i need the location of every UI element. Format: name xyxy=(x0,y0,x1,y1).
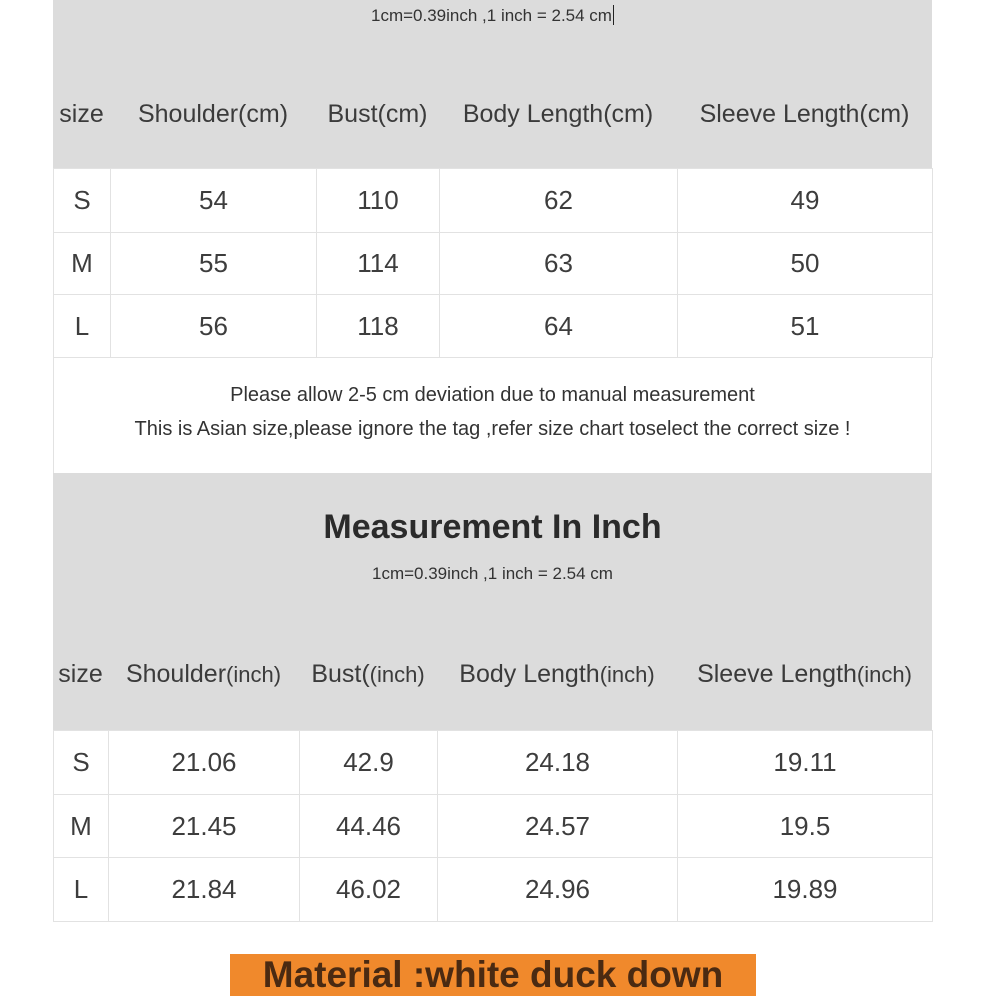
cm-table xyxy=(53,168,933,358)
cell: 55 xyxy=(111,233,317,295)
cell: M xyxy=(54,795,109,858)
cell: 118 xyxy=(317,295,440,358)
cm-header-sleeve-length: Sleeve Length(cm) xyxy=(677,88,932,140)
cell: 50 xyxy=(678,233,933,295)
cell: 21.06 xyxy=(109,731,300,795)
table-row xyxy=(54,858,933,922)
cell: 42.9 xyxy=(300,731,438,795)
table-row xyxy=(54,295,933,358)
inch-header-block xyxy=(53,473,932,730)
inch-header-body-length: Body Length(inch) xyxy=(437,649,677,699)
cell: S xyxy=(54,169,111,233)
cell: 24.57 xyxy=(438,795,678,858)
table-row xyxy=(54,795,933,858)
cell: 54 xyxy=(111,169,317,233)
cell: 51 xyxy=(678,295,933,358)
inch-section-title: Measurement In Inch xyxy=(323,508,662,546)
cm-header-bust: Bust(cm) xyxy=(316,88,439,140)
cell: 114 xyxy=(317,233,440,295)
cell: 19.5 xyxy=(678,795,933,858)
inch-header-sleeve-length: Sleeve Length(inch) xyxy=(677,649,932,699)
cell: 44.46 xyxy=(300,795,438,858)
text-cursor xyxy=(613,5,614,25)
cell: 24.18 xyxy=(438,731,678,795)
cell: M xyxy=(54,233,111,295)
inch-header-table xyxy=(53,649,932,699)
cell: 110 xyxy=(317,169,440,233)
cell: 19.89 xyxy=(678,858,933,922)
cell: 19.11 xyxy=(678,731,933,795)
cm-header-shoulder: Shoulder(cm) xyxy=(110,88,316,140)
deviation-note: Please allow 2-5 cm deviation due to manual measurement xyxy=(230,384,755,406)
table-row xyxy=(54,233,933,295)
cm-conversion-note: 1cm=0.39inch ,1 inch = 2.54 cm xyxy=(371,6,612,25)
cm-header-size: size xyxy=(53,88,110,140)
inch-header-bust: Bust((inch) xyxy=(299,649,437,699)
cell: 21.45 xyxy=(109,795,300,858)
size-chart xyxy=(53,0,932,922)
cm-header-body-length: Body Length(cm) xyxy=(439,88,677,140)
table-row xyxy=(54,731,933,795)
inch-header-size: size xyxy=(53,649,108,699)
cell: 64 xyxy=(440,295,678,358)
asian-size-note: This is Asian size,please ignore the tag ,refer size chart toselect the correct size ! xyxy=(134,418,851,440)
cell: 62 xyxy=(440,169,678,233)
cell: L xyxy=(54,295,111,358)
material-label: Material :white duck down xyxy=(230,954,756,996)
cell: 21.84 xyxy=(109,858,300,922)
cm-header-table xyxy=(53,88,932,140)
table-row xyxy=(54,169,933,233)
inch-table xyxy=(53,730,933,922)
cell: 46.02 xyxy=(300,858,438,922)
cell: L xyxy=(54,858,109,922)
cell: 49 xyxy=(678,169,933,233)
cell: 63 xyxy=(440,233,678,295)
measurement-notes xyxy=(53,358,932,473)
cell: S xyxy=(54,731,109,795)
cell: 24.96 xyxy=(438,858,678,922)
cm-header-block xyxy=(53,0,932,168)
inch-conversion-note: 1cm=0.39inch ,1 inch = 2.54 cm xyxy=(372,564,613,583)
cell: 56 xyxy=(111,295,317,358)
inch-header-shoulder: Shoulder(inch) xyxy=(108,649,299,699)
